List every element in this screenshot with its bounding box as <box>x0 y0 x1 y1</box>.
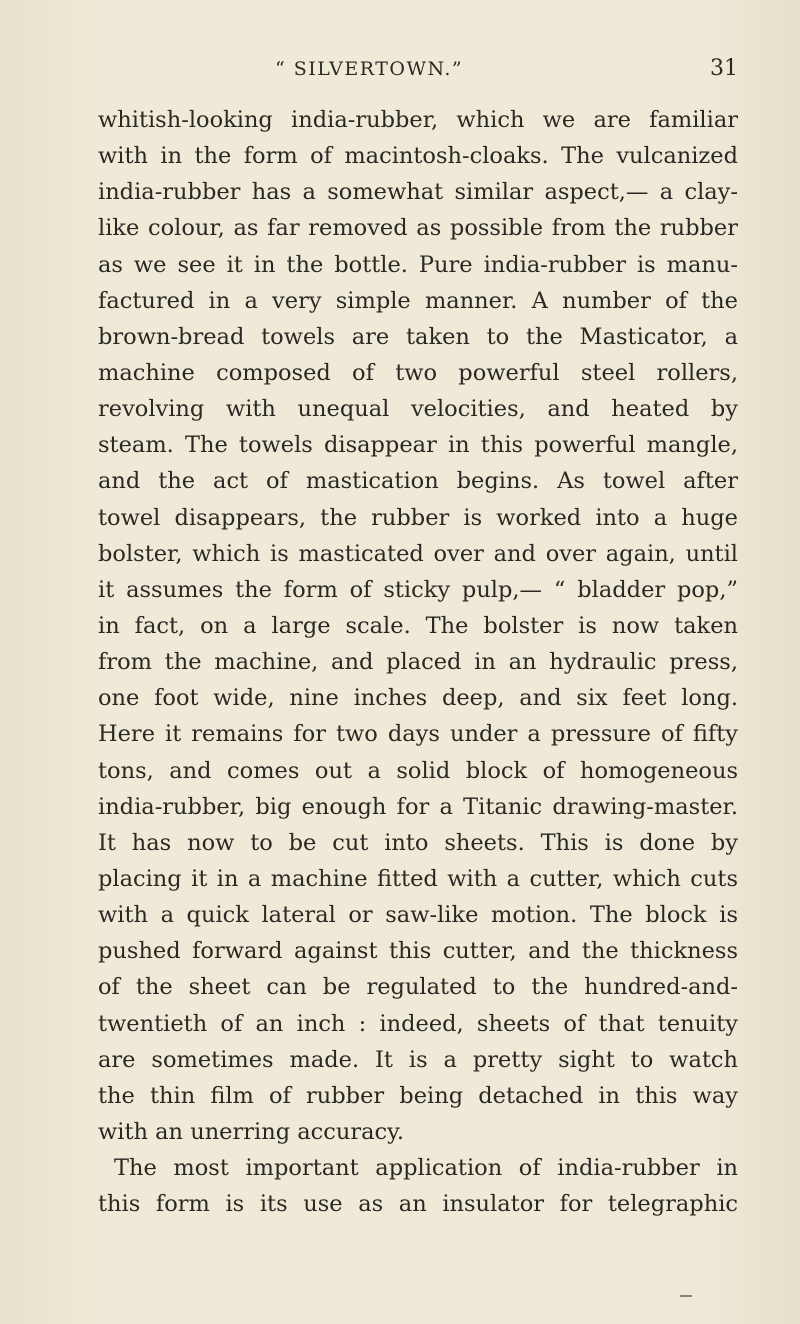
text-line: Here it remains for two days under a pressure of fifty <box>98 721 738 748</box>
text-line: of the sheet can be regulated to the hundred-and- <box>98 974 738 1001</box>
text-line: tons, and comes out a solid block of homogeneous <box>98 757 738 784</box>
paragraph-start-line: The most important application of india-rubber in <box>114 1155 738 1182</box>
text-line: india-rubber has a somewhat similar aspect,— a clay- <box>98 179 738 206</box>
print-mark <box>680 1295 692 1297</box>
text-line: machine composed of two powerful steel rollers, <box>98 359 738 386</box>
text-line: factured in a very simple manner. A number of the <box>98 287 738 314</box>
text-line: revolving with unequal velocities, and heated by <box>98 396 738 423</box>
text-line: It has now to be cut into sheets. This is done by <box>98 829 738 856</box>
text-line: the thin film of rubber being detached in this way <box>98 1082 738 1109</box>
text-line: as we see it in the bottle. Pure india-rubber is manu- <box>98 251 738 278</box>
text-line: this form is its use as an insulator for telegraphic <box>98 1191 738 1218</box>
text-line: like colour, as far removed as possible from the rubber <box>98 215 738 242</box>
text-line: india-rubber, big enough for a Titanic drawing-master. <box>98 793 738 820</box>
text-line: are sometimes made. It is a pretty sight to watch <box>98 1046 738 1073</box>
page-number: 31 <box>710 56 738 81</box>
text-line: bolster, which is masticated over and over again, until <box>98 540 738 567</box>
running-head <box>0 58 800 88</box>
text-line: whitish-looking india-rubber, which we are familiar <box>98 107 738 133</box>
text-line: with in the form of macintosh-cloaks. The vulcanized <box>98 143 738 170</box>
text-line: it assumes the form of sticky pulp,— “ bladder pop,” <box>98 576 738 603</box>
text-line: towel disappears, the rubber is worked into a huge <box>98 504 738 531</box>
running-title: “ SILVERTOWN.” <box>275 58 464 80</box>
body-text <box>98 102 738 1222</box>
text-line: steam. The towels disappear in this powerful mangle, <box>98 432 738 459</box>
text-line: brown-bread towels are taken to the Masticator, a <box>98 323 738 350</box>
text-line: placing it in a machine fitted with a cutter, which cuts <box>98 865 738 892</box>
text-line: one foot wide, nine inches deep, and six feet long. <box>98 685 738 712</box>
text-line: and the act of mastication begins. As towel after <box>98 468 738 495</box>
text-line: pushed forward against this cutter, and the thickness <box>98 938 738 965</box>
text-line: from the machine, and placed in an hydraulic press, <box>98 649 738 676</box>
paragraph-end-line: with an unerring accuracy. <box>98 1118 405 1145</box>
text-line: twentieth of an inch : indeed, sheets of that tenuity <box>98 1010 738 1037</box>
text-line: with a quick lateral or saw-like motion. The block is <box>98 902 738 929</box>
text-line: in fact, on a large scale. The bolster is now taken <box>98 612 738 639</box>
